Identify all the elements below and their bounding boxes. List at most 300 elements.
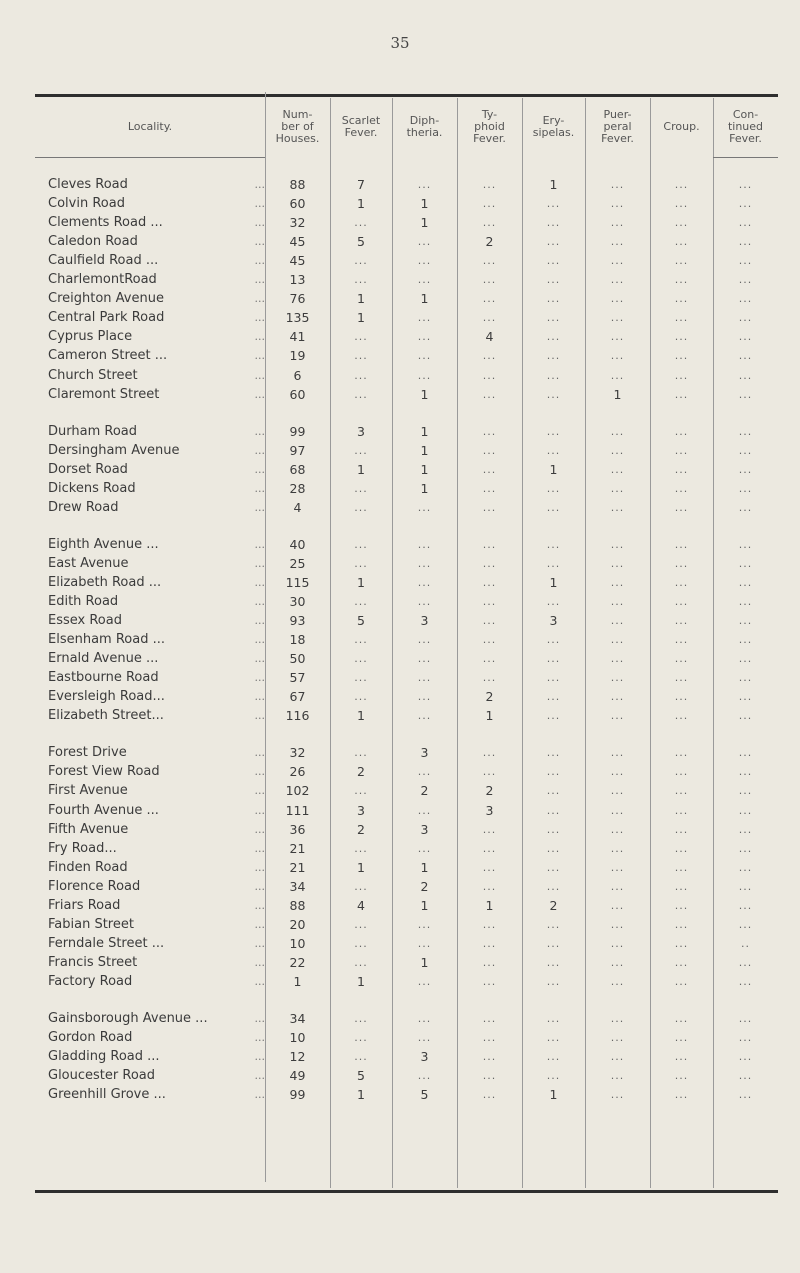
case-count: ... [738, 1012, 753, 1025]
locality-name: First Avenue [48, 783, 128, 799]
case-count: ... [546, 556, 561, 570]
case-count: ... [674, 349, 689, 363]
case-count: 3 [357, 802, 365, 818]
case-count: ... [482, 746, 497, 760]
locality-name: Essex Road [48, 613, 122, 629]
leader-dots: ... [254, 273, 265, 287]
case-count: ... [482, 481, 497, 495]
case-count: ... [610, 1031, 625, 1045]
case-count: ... [674, 898, 689, 912]
case-count: ... [354, 349, 368, 363]
locality-name: Cleves Road [48, 177, 128, 192]
case-count: ... [610, 595, 625, 608]
case-count: ... [354, 556, 368, 570]
case-count: ... [674, 671, 689, 685]
case-count: 5 [357, 613, 365, 629]
case-count: ... [674, 936, 689, 950]
houses-count: 67 [289, 689, 306, 705]
case-count: ... [482, 197, 497, 211]
case-count: ... [738, 1031, 753, 1045]
locality-name: Greenhill Grove ... [48, 1087, 166, 1103]
case-count: 3 [420, 745, 429, 761]
case-count: ... [482, 879, 497, 893]
table-row [0, 972, 800, 991]
case-count: ... [417, 500, 432, 514]
case-count: ... [610, 537, 625, 551]
case-count: ... [610, 235, 625, 249]
case-count: ... [546, 349, 561, 363]
case-count: ... [417, 575, 432, 589]
case-count: ... [738, 1069, 753, 1083]
case-count: ... [674, 784, 689, 798]
table-row [0, 1009, 800, 1028]
case-count: ... [546, 879, 561, 893]
houses-count: 135 [285, 310, 310, 326]
leader-dots: ... [254, 462, 265, 476]
case-count: ... [417, 671, 432, 685]
houses-count: 111 [285, 802, 310, 818]
top-rule [35, 94, 778, 97]
case-count: ... [546, 500, 561, 514]
case-count: ... [610, 879, 625, 893]
case-count: 4 [357, 897, 365, 913]
case-count: ... [610, 765, 625, 779]
case-count: ... [546, 292, 561, 306]
case-count: ... [546, 330, 561, 344]
case-count: ... [738, 955, 753, 969]
case-count: ... [738, 424, 753, 438]
case-count: ... [546, 1069, 561, 1083]
locality-name: Dersingham Avenue [48, 442, 180, 458]
table-row [0, 385, 800, 404]
houses-count: 34 [289, 1011, 306, 1026]
case-count: ... [674, 537, 689, 551]
case-count: ... [674, 368, 689, 382]
locality-name: Gladding Road ... [48, 1049, 160, 1065]
case-count: 1 [357, 708, 365, 724]
case-count: 2 [485, 234, 494, 250]
locality-name: Finden Road [48, 859, 128, 875]
leader-dots: ... [254, 879, 265, 893]
houses-count: 25 [289, 555, 306, 571]
case-count: ... [482, 822, 497, 836]
case-count: ... [482, 178, 497, 191]
houses-count: 41 [289, 329, 306, 345]
case-count: 1 [549, 177, 558, 192]
case-count: ... [674, 709, 689, 723]
leader-dots: ... [254, 955, 265, 969]
column-header-6: Puer- peral Fever. [601, 108, 634, 145]
case-count: ... [738, 879, 753, 893]
case-count: ... [674, 841, 689, 855]
case-count: ... [417, 936, 432, 950]
table-row [0, 232, 800, 251]
column-divider [392, 98, 393, 1188]
table-row [0, 460, 800, 479]
case-count: ... [546, 784, 561, 798]
houses-count: 22 [289, 954, 306, 970]
case-count: ... [674, 614, 689, 628]
table-row [0, 953, 800, 972]
case-count: ... [674, 1069, 689, 1083]
case-count: ... [738, 462, 753, 476]
case-count: ... [738, 974, 753, 988]
case-count: ... [610, 1088, 625, 1102]
case-count: ... [610, 974, 625, 988]
houses-count: 21 [289, 840, 306, 856]
case-count: ... [546, 633, 561, 647]
houses-count: 30 [289, 594, 306, 609]
case-count: ... [674, 633, 689, 647]
table-row [0, 915, 800, 934]
case-count: ... [482, 1031, 497, 1045]
case-count: ... [417, 633, 432, 647]
case-count: ... [674, 292, 689, 306]
houses-count: 116 [285, 708, 310, 724]
locality-name: Fry Road... [48, 840, 117, 856]
case-count: ... [610, 671, 625, 685]
case-count: ... [546, 955, 561, 969]
case-count: 2 [420, 783, 429, 799]
case-count: ... [738, 273, 753, 287]
case-count: ... [610, 349, 625, 363]
locality-name: Dorset Road [48, 461, 128, 477]
case-count: ... [610, 898, 625, 912]
case-count: ... [610, 197, 625, 211]
case-count: ... [417, 803, 432, 817]
leader-dots: ... [254, 633, 265, 647]
locality-name: Gordon Road [48, 1030, 133, 1046]
table-row [0, 801, 800, 820]
case-count: 1 [420, 442, 429, 458]
case-count: 2 [485, 783, 494, 799]
column-header-0: Locality. [127, 120, 173, 133]
case-count: .. [741, 936, 750, 950]
case-count: ... [610, 746, 625, 760]
case-count: ... [610, 462, 625, 476]
case-count: ... [482, 575, 497, 589]
leader-dots: ... [254, 197, 265, 211]
houses-count: 10 [289, 935, 306, 951]
table-row [0, 1028, 800, 1047]
case-count: 3 [549, 613, 558, 629]
case-count: ... [354, 879, 368, 893]
houses-count: 12 [289, 1049, 306, 1065]
houses-count: 19 [289, 348, 306, 364]
case-count: ... [738, 614, 753, 628]
locality-name: Cyprus Place [48, 329, 133, 345]
leader-dots: ... [254, 652, 265, 666]
column-divider [457, 98, 458, 1188]
case-count: ... [482, 614, 497, 628]
leader-dots: ... [254, 424, 265, 438]
case-count: ... [674, 746, 689, 760]
locality-name: Gainsborough Avenue ... [48, 1011, 208, 1026]
case-count: ... [610, 614, 625, 628]
leader-dots: ... [254, 254, 265, 268]
case-count: ... [482, 974, 497, 988]
locality-name: Francis Street [48, 954, 138, 970]
case-count: ... [738, 803, 753, 817]
case-count: ... [610, 311, 625, 325]
locality-name: East Avenue [48, 555, 129, 571]
leader-dots: ... [254, 898, 265, 912]
table-row [0, 630, 800, 649]
case-count: ... [674, 387, 689, 401]
case-count: ... [674, 879, 689, 893]
case-count: 3 [420, 1049, 429, 1065]
leader-dots: ... [254, 1012, 265, 1025]
case-count: ... [674, 235, 689, 249]
case-count: ... [610, 556, 625, 570]
case-count: ... [546, 803, 561, 817]
case-count: 1 [420, 386, 429, 402]
locality-name: Fifth Avenue [48, 821, 129, 837]
houses-count: 88 [289, 177, 306, 192]
locality-name: Edith Road [48, 594, 119, 609]
houses-count: 36 [289, 821, 306, 837]
case-count: ... [482, 917, 497, 931]
case-count: ... [674, 1050, 689, 1064]
case-count: ... [482, 860, 497, 874]
case-count: ... [610, 575, 625, 589]
case-count: 1 [357, 859, 365, 875]
table-row [0, 346, 800, 365]
table-row [0, 441, 800, 460]
leader-dots: ... [254, 330, 265, 344]
case-count: ... [738, 822, 753, 836]
case-count: ... [546, 311, 561, 325]
case-count: 4 [485, 329, 494, 345]
case-count: ... [482, 254, 497, 268]
case-count: ... [482, 1088, 497, 1102]
case-count: ... [610, 917, 625, 931]
case-count: ... [738, 784, 753, 798]
case-count: ... [610, 292, 625, 306]
table-row [0, 573, 800, 592]
case-count: ... [482, 652, 497, 666]
case-count: ... [354, 216, 368, 230]
case-count: 5 [420, 1087, 429, 1103]
houses-count: 97 [289, 442, 306, 458]
table-row [0, 251, 800, 270]
case-count: ... [674, 500, 689, 514]
case-count: ... [482, 955, 497, 969]
case-count: 1 [357, 461, 365, 477]
case-count: 1 [357, 1087, 365, 1103]
case-count: ... [610, 803, 625, 817]
case-count: ... [610, 709, 625, 723]
table-row [0, 194, 800, 213]
houses-count: 28 [289, 480, 306, 496]
case-count: ... [674, 575, 689, 589]
case-count: ... [354, 652, 368, 666]
table-row [0, 877, 800, 896]
locality-name: Claremont Street [48, 386, 160, 402]
case-count: ... [674, 1012, 689, 1025]
leader-dots: ... [254, 292, 265, 306]
case-count: ... [610, 936, 625, 950]
houses-count: 10 [289, 1030, 306, 1046]
case-count: ... [738, 917, 753, 931]
case-count: ... [738, 575, 753, 589]
case-count: ... [674, 822, 689, 836]
table-row [0, 327, 800, 346]
leader-dots: ... [254, 500, 265, 514]
case-count: ... [738, 537, 753, 551]
case-count: ... [482, 311, 497, 325]
case-count: ... [546, 197, 561, 211]
case-count: ... [674, 652, 689, 666]
case-count: ... [354, 537, 368, 551]
case-count: ... [610, 500, 625, 514]
case-count: ... [417, 709, 432, 723]
table-row [0, 934, 800, 953]
leader-dots: ... [254, 178, 265, 191]
table-row [0, 498, 800, 517]
case-count: ... [354, 1031, 368, 1045]
case-count: 3 [357, 423, 365, 439]
case-count: ... [482, 595, 497, 608]
case-count: 3 [420, 821, 429, 837]
table-row [0, 649, 800, 668]
case-count: ... [354, 254, 368, 268]
case-count: ... [546, 974, 561, 988]
case-count: 2 [357, 764, 365, 780]
locality-name: Church Street [48, 367, 138, 383]
locality-name: Factory Road [48, 973, 133, 989]
case-count: ... [738, 197, 753, 211]
case-count: ... [610, 1050, 625, 1064]
case-count: 1 [420, 423, 429, 439]
leader-dots: ... [254, 803, 265, 817]
houses-count: 60 [289, 196, 306, 212]
header-separator [713, 157, 778, 158]
houses-count: 1 [293, 973, 302, 989]
houses-count: 60 [289, 386, 306, 402]
case-count: 1 [357, 574, 365, 590]
case-count: ... [738, 765, 753, 779]
leader-dots: ... [254, 443, 265, 457]
locality-name: Dickens Road [48, 480, 136, 496]
leader-dots: ... [254, 822, 265, 836]
table-row [0, 270, 800, 289]
case-count: ... [674, 803, 689, 817]
case-count: ... [417, 841, 432, 855]
locality-name: Caulfield Road ... [48, 253, 159, 269]
case-count: ... [354, 1012, 368, 1025]
case-count: 1 [420, 215, 429, 231]
case-count: ... [546, 216, 561, 230]
houses-count: 6 [293, 367, 302, 383]
locality-name: Forest Drive [48, 745, 127, 761]
houses-count: 32 [289, 215, 306, 231]
leader-dots: ... [254, 860, 265, 874]
case-count: ... [546, 443, 561, 457]
case-count: ... [610, 841, 625, 855]
houses-count: 49 [289, 1068, 306, 1084]
case-count: 1 [420, 480, 429, 496]
locality-name: Gloucester Road [48, 1068, 155, 1084]
houses-count: 88 [289, 897, 306, 913]
case-count: ... [546, 860, 561, 874]
case-count: ... [738, 841, 753, 855]
case-count: ... [354, 330, 368, 344]
case-count: ... [417, 311, 432, 325]
case-count: ... [674, 860, 689, 874]
case-count: ... [482, 841, 497, 855]
case-count: ... [738, 387, 753, 401]
locality-name: Colvin Road [48, 196, 125, 212]
table-row [0, 611, 800, 630]
case-count: ... [738, 500, 753, 514]
leader-dots: ... [254, 235, 265, 249]
table-row [0, 743, 800, 762]
case-count: ... [674, 917, 689, 931]
case-count: ... [546, 746, 561, 760]
leader-dots: ... [254, 1069, 265, 1083]
case-count: ... [354, 633, 368, 647]
case-count: ... [417, 974, 432, 988]
table-row [0, 896, 800, 915]
case-count: ... [674, 595, 689, 608]
houses-count: 40 [289, 536, 306, 552]
case-count: ... [610, 443, 625, 457]
table-row [0, 1085, 800, 1104]
leader-dots: ... [254, 690, 265, 704]
case-count: ... [674, 690, 689, 704]
case-count: ... [482, 936, 497, 950]
case-count: ... [674, 254, 689, 268]
case-count: ... [482, 292, 497, 306]
table-row [0, 762, 800, 781]
case-count: ... [482, 387, 497, 401]
case-count: ... [738, 216, 753, 230]
case-count: ... [738, 556, 753, 570]
case-count: ... [610, 1069, 625, 1083]
case-count: ... [417, 273, 432, 287]
case-count: ... [674, 273, 689, 287]
case-count: ... [417, 595, 432, 608]
case-count: ... [354, 443, 368, 457]
locality-name: Florence Road [48, 878, 141, 894]
case-count: ... [674, 1031, 689, 1045]
leader-dots: ... [254, 671, 265, 685]
case-count: ... [417, 330, 432, 344]
case-count: ... [610, 330, 625, 344]
case-count: ... [417, 1069, 432, 1083]
case-count: 2 [549, 897, 558, 913]
case-count: ... [738, 595, 753, 608]
leader-dots: ... [254, 387, 265, 401]
case-count: ... [354, 1050, 368, 1064]
case-count: ... [354, 671, 368, 685]
table-row [0, 858, 800, 877]
case-count: ... [354, 273, 368, 287]
case-count: ... [546, 709, 561, 723]
case-count: ... [482, 216, 497, 230]
table-row [0, 1066, 800, 1085]
case-count: ... [546, 936, 561, 950]
case-count: ... [674, 443, 689, 457]
houses-count: 18 [289, 632, 306, 648]
case-count: ... [738, 178, 753, 191]
leader-dots: ... [254, 936, 265, 950]
column-divider [650, 98, 651, 1188]
table-row [0, 706, 800, 725]
case-count: ... [482, 1050, 497, 1064]
houses-count: 50 [289, 651, 306, 667]
